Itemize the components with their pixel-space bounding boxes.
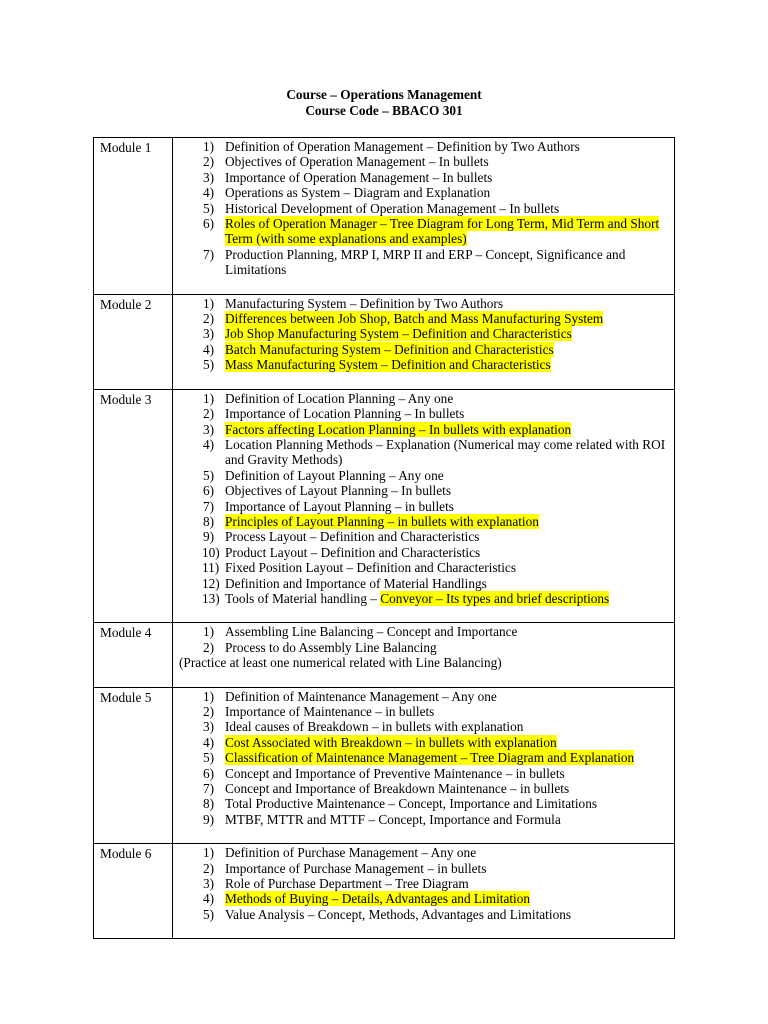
document-header <box>0 87 768 119</box>
topic-text-highlighted: Batch Manufacturing System – Definition and Characteristics <box>225 341 554 357</box>
topic-text: Fixed Position Layout – Definition and Characteristics <box>225 560 517 576</box>
module-row <box>94 687 675 844</box>
module-name: Module 2 <box>94 294 173 389</box>
topic-number: 4) <box>203 436 215 452</box>
topic-item <box>173 154 674 169</box>
topic-text: Historical Development of Operation Management – In bullets <box>225 200 560 216</box>
topic-item <box>173 591 674 606</box>
topic-text: Value Analysis – Concept, Methods, Advantages and Limitations <box>225 906 572 922</box>
topic-list <box>173 845 674 922</box>
topic-number: 7) <box>203 246 215 262</box>
topic-text: Ideal causes of Breakdown – in bullets with explanation <box>225 719 524 735</box>
topic-text: Role of Purchase Department – Tree Diagram <box>225 876 469 892</box>
topic-item <box>173 357 674 372</box>
topic-item <box>173 483 674 498</box>
module-name: Module 3 <box>94 389 173 623</box>
topic-text: Definition and Importance of Material Handlings <box>225 575 487 591</box>
topic-item <box>173 422 674 437</box>
topic-number: 2) <box>203 860 215 876</box>
topic-text: Production Planning, MRP I, MRP II and ERP – Concept, Significance and Limitations <box>225 246 626 278</box>
topic-number: 1) <box>203 139 215 154</box>
module-note: (Practice at least one numerical related with Line Balancing) <box>179 655 502 671</box>
topic-item <box>173 326 674 341</box>
topic-list <box>173 139 674 278</box>
topic-number: 2) <box>203 154 215 170</box>
syllabus-table <box>93 137 675 939</box>
topic-item <box>173 704 674 719</box>
topic-number: 4) <box>203 891 215 907</box>
topic-number: 6) <box>203 216 215 232</box>
topic-text: Concept and Importance of Preventive Maintenance – in bullets <box>225 765 565 781</box>
topic-item <box>173 529 674 544</box>
module-topics <box>173 687 675 844</box>
topic-number: 5) <box>203 750 215 766</box>
topic-item <box>173 907 674 922</box>
topic-text: Importance of Layout Planning – in bullets <box>225 498 454 514</box>
topic-number: 2) <box>203 311 215 327</box>
topic-text: Operations as System – Diagram and Explanation <box>225 185 491 201</box>
topic-text: Objectives of Layout Planning – In bullets <box>225 483 452 499</box>
topic-text: MTBF, MTTR and MTTF – Concept, Importance and Formula <box>225 811 561 827</box>
topic-number: 5) <box>203 906 215 922</box>
topic-text: Importance of Maintenance – in bullets <box>225 704 435 719</box>
module-topics <box>173 623 675 687</box>
module-name: Module 1 <box>94 138 173 295</box>
topic-text: Process Layout – Definition and Characteristics <box>225 529 480 545</box>
topic-number: 7) <box>203 498 215 514</box>
topic-text-highlighted: Job Shop Manufacturing System – Definition and Characteristics <box>225 326 572 342</box>
topic-text-highlighted: Methods of Buying – Details, Advantages and Limitation <box>225 891 531 907</box>
topic-number: 8) <box>203 513 215 529</box>
topic-number: 1) <box>203 845 215 861</box>
topic-item <box>173 437 674 468</box>
topic-number: 3) <box>203 169 215 185</box>
module-row <box>94 844 675 939</box>
topic-text: Definition of Location Planning – Any one <box>225 390 454 406</box>
topic-item <box>173 766 674 781</box>
module-topics <box>173 844 675 939</box>
topic-number: 10) <box>202 544 220 560</box>
module-row <box>94 389 675 623</box>
topic-item <box>173 247 674 278</box>
topic-text: Definition of Layout Planning – Any one <box>225 467 444 483</box>
topic-text-highlighted: Cost Associated with Breakdown – in bullets with explanation <box>225 734 557 750</box>
topic-number: 1) <box>203 390 215 406</box>
topic-item <box>173 406 674 421</box>
topic-item <box>173 861 674 876</box>
topic-item <box>173 545 674 560</box>
topic-number: 5) <box>203 467 215 483</box>
topic-number: 4) <box>203 185 215 201</box>
topic-item <box>173 342 674 357</box>
topic-item <box>173 201 674 216</box>
topic-number: 4) <box>203 341 215 357</box>
module-row <box>94 623 675 687</box>
topic-text-highlighted: Differences between Job Shop, Batch and Mass Manufacturing System <box>225 311 604 327</box>
topic-number: 12) <box>202 575 220 591</box>
topic-item <box>173 891 674 906</box>
topic-number: 6) <box>203 765 215 781</box>
topic-item <box>173 216 674 247</box>
module-topics <box>173 294 675 389</box>
topic-item <box>173 576 674 591</box>
topic-item <box>173 781 674 796</box>
topic-item <box>173 812 674 827</box>
topic-number: 3) <box>203 421 215 437</box>
topic-text: Definition of Operation Management – Definition by Two Authors <box>225 139 580 154</box>
topic-number: 9) <box>203 811 215 827</box>
module-row <box>94 294 675 389</box>
module-row <box>94 138 675 295</box>
topic-text: Tools of Material handling – <box>225 590 381 606</box>
topic-item <box>173 689 674 704</box>
topic-text: Location Planning Methods – Explanation (Numerical may come related with ROI and Gravity Methods) <box>225 436 666 468</box>
topic-item <box>173 311 674 326</box>
module-name: Module 6 <box>94 844 173 939</box>
topic-number: 5) <box>203 357 215 373</box>
topic-item <box>173 139 674 154</box>
topic-text: Total Productive Maintenance – Concept, Importance and Limitations <box>225 796 598 812</box>
topic-number: 2) <box>203 639 215 655</box>
course-title: Course – Operations Management <box>286 87 482 102</box>
topic-list <box>173 624 674 655</box>
topic-text: Definition of Maintenance Management – Any one <box>225 688 497 704</box>
topic-number: 1) <box>203 688 215 704</box>
topic-number: 4) <box>203 734 215 750</box>
topic-text-highlighted: Conveyor – Its types and brief descriptions <box>380 590 610 606</box>
topic-number: 1) <box>203 624 215 640</box>
topic-item <box>173 560 674 575</box>
topic-text-highlighted: Classification of Maintenance Management – Tree Diagram and Explanation <box>225 750 635 766</box>
topic-text: Importance of Location Planning – In bullets <box>225 406 465 422</box>
topic-item <box>173 624 674 639</box>
topic-text: Objectives of Operation Management – In bullets <box>225 154 489 170</box>
topic-item <box>173 514 674 529</box>
topic-number: 7) <box>203 781 215 797</box>
topic-item <box>173 185 674 200</box>
topic-text: Importance of Purchase Management – in bullets <box>225 860 487 876</box>
topic-number: 5) <box>203 200 215 216</box>
module-topics <box>173 389 675 623</box>
topic-number: 3) <box>203 326 215 342</box>
topic-text: Manufacturing System – Definition by Two Authors <box>225 295 504 311</box>
topic-text-highlighted: Roles of Operation Manager – Tree Diagram for Long Term, Mid Term and Short Term (with some explanations and examples) <box>225 216 660 247</box>
topic-item <box>173 499 674 514</box>
topic-item <box>173 750 674 765</box>
topic-list <box>173 391 674 607</box>
topic-item <box>173 296 674 311</box>
topic-text: Concept and Importance of Breakdown Maintenance – in bullets <box>225 781 570 797</box>
topic-number: 9) <box>203 529 215 545</box>
topic-number: 11) <box>202 560 220 576</box>
topic-text: Importance of Operation Management – In bullets <box>225 169 493 185</box>
topic-number: 8) <box>203 796 215 812</box>
topic-list <box>173 296 674 373</box>
module-name: Module 5 <box>94 687 173 844</box>
module-name: Module 4 <box>94 623 173 687</box>
topic-number: 3) <box>203 876 215 892</box>
topic-text: Assembling Line Balancing – Concept and Importance <box>225 624 518 640</box>
topic-text-highlighted: Factors affecting Location Planning – In bullets with explanation <box>225 421 572 437</box>
topic-number: 13) <box>202 590 220 606</box>
topic-item <box>173 170 674 185</box>
topic-item <box>173 391 674 406</box>
topic-text-highlighted: Mass Manufacturing System – Definition and Characteristics <box>225 357 551 373</box>
topic-item <box>173 640 674 655</box>
topic-number: 1) <box>203 295 215 311</box>
topic-item <box>173 876 674 891</box>
topic-item <box>173 796 674 811</box>
topic-text: Process to do Assembly Line Balancing <box>225 639 437 655</box>
topic-text-highlighted: Principles of Layout Planning – in bullets with explanation <box>225 513 539 529</box>
course-code: Course Code – BBACO 301 <box>305 103 463 118</box>
topic-item <box>173 845 674 860</box>
topic-item <box>173 719 674 734</box>
topic-list <box>173 689 674 828</box>
topic-number: 2) <box>203 704 215 719</box>
topic-number: 6) <box>203 483 215 499</box>
topic-item <box>173 468 674 483</box>
topic-text: Product Layout – Definition and Characteristics <box>225 544 481 560</box>
topic-item <box>173 735 674 750</box>
topic-number: 2) <box>203 406 215 422</box>
topic-number: 3) <box>203 719 215 735</box>
topic-text: Definition of Purchase Management – Any one <box>225 845 477 861</box>
module-topics <box>173 138 675 295</box>
